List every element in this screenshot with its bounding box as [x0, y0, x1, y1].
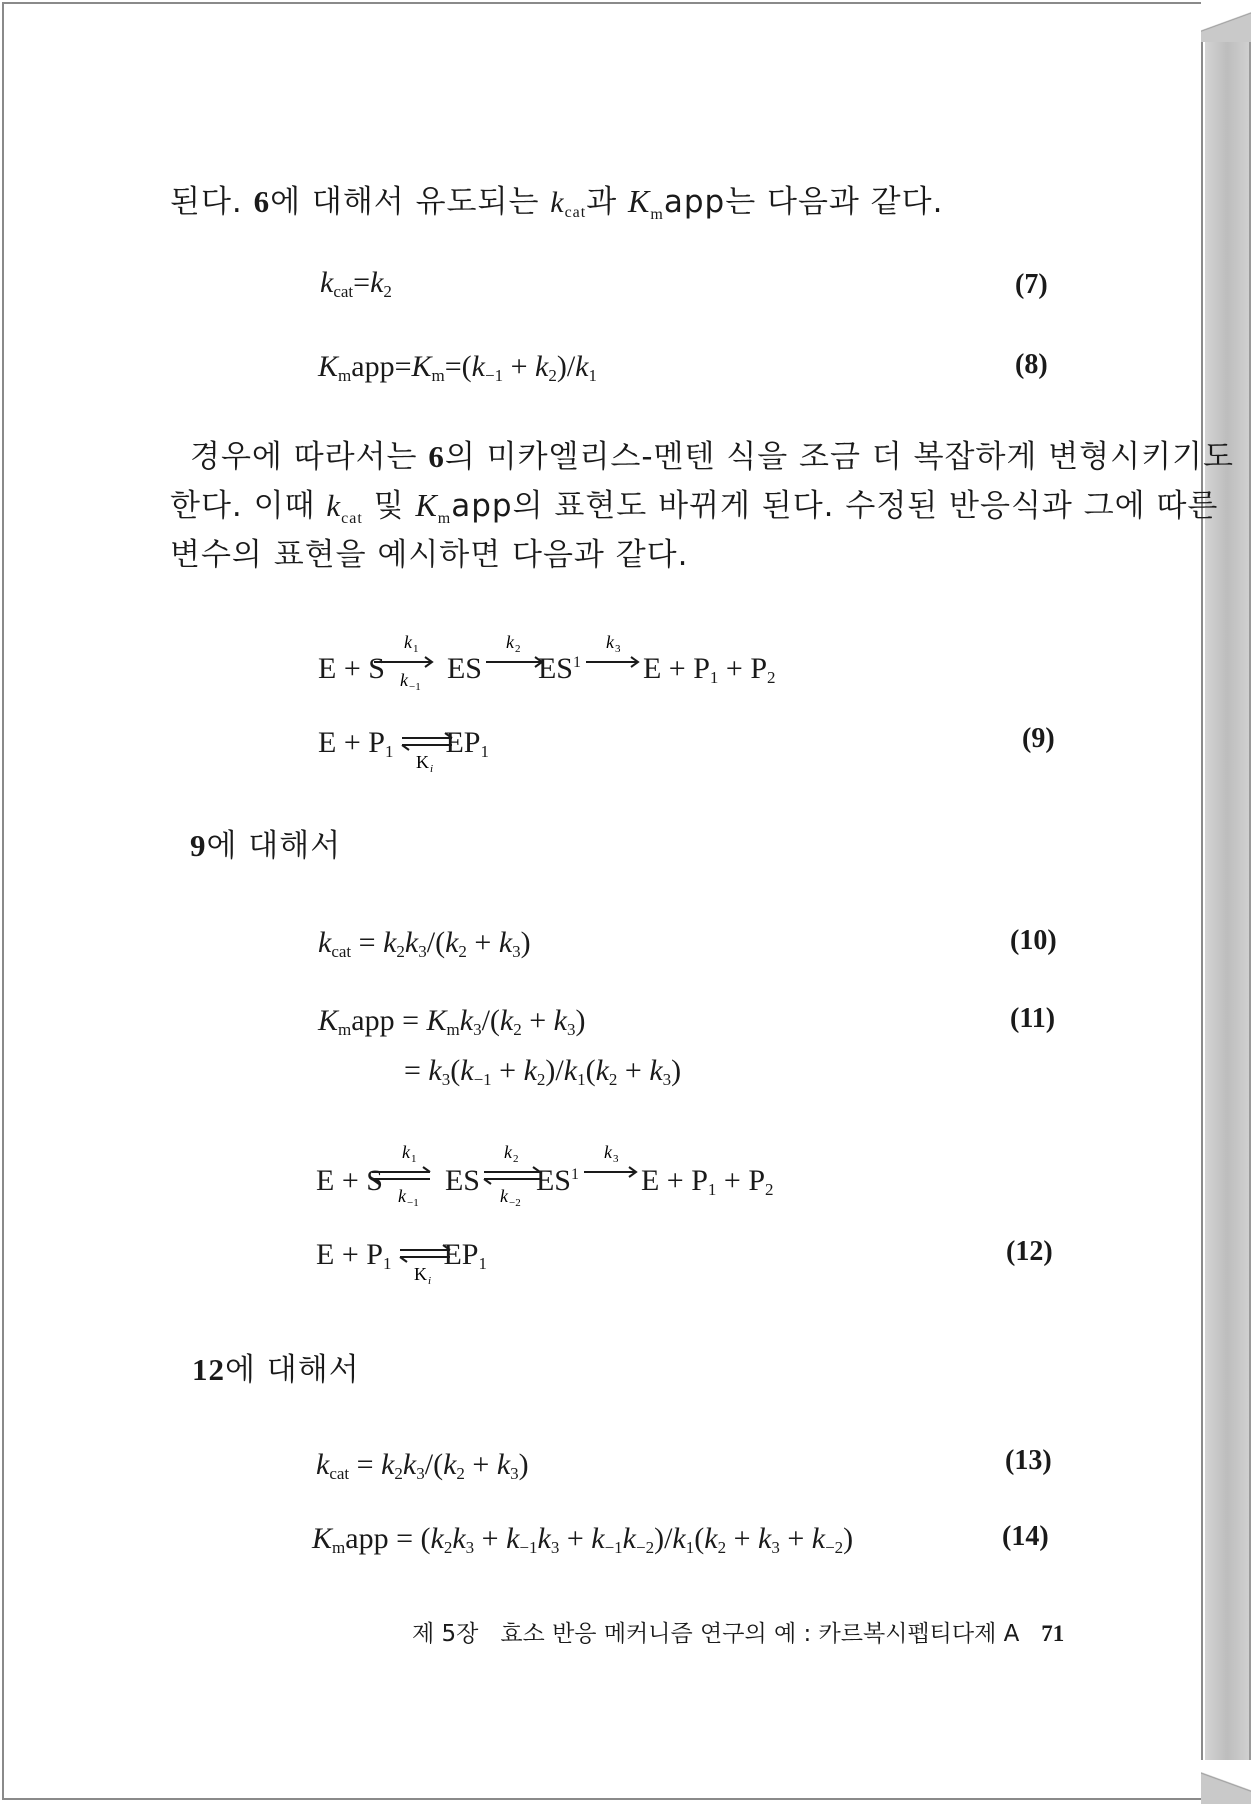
svg-text:−1: −1: [409, 681, 421, 690]
svg-text:1: 1: [413, 643, 419, 655]
page-edge-bottom: [1201, 1760, 1251, 1804]
svg-text:1: 1: [411, 1153, 417, 1165]
svg-text:k: k: [402, 1142, 410, 1162]
equation-number-12: (12): [1006, 1236, 1053, 1267]
equation-10: $k_{cat} = k_2k_3/(k_2 + k_3)$: [318, 926, 531, 961]
svg-text:−1: −1: [407, 1197, 419, 1206]
scheme-9-line-2: $E + P_1$ $EP_1$: [318, 726, 489, 761]
scheme-9-arrows: [370, 630, 790, 690]
svg-text:k: k: [400, 670, 408, 690]
svg-text:K: K: [414, 1264, 427, 1284]
svg-text:i: i: [428, 1275, 432, 1286]
paragraph-1: 된다. 6에 대해서 유도되는 $k_{cat}$과 $K_mapp$는 다음과 같다.: [170, 183, 944, 224]
svg-text:i: i: [430, 763, 434, 774]
scheme-12-line-1: E + S ES $ES^1$ $E + P_1 + P_2$: [316, 1164, 774, 1199]
svg-text:k: k: [500, 1186, 508, 1206]
equation-number-8: (8): [1015, 349, 1048, 380]
paragraph-2-line-1: 경우에 따라서는 6의 미카엘리스-멘텐 식을 조금 더 복잡하게 변형시키기도: [190, 439, 1234, 475]
svg-text:−2: −2: [509, 1197, 521, 1206]
equation-11-line-1: $K_mapp = K_mk_3/(k_2 + k_3)$: [318, 1004, 586, 1039]
svg-text:k: k: [506, 632, 514, 652]
scheme-9-line-1: E + S ES $ES^1$ $E + P_1 + P_2$: [318, 652, 776, 687]
svg-text:K: K: [416, 752, 429, 772]
equation-number-13: (13): [1005, 1445, 1052, 1476]
footer-chapter: 제 5장: [412, 1621, 479, 1647]
svg-text:k: k: [398, 1186, 406, 1206]
svg-text:k: k: [404, 632, 412, 652]
equation-11-line-2: = $k_3(k_{-1} + k_2)/k_1(k_2 + k_3)$: [404, 1054, 682, 1089]
scheme-12-line-2: $E + P_1$ $EP_1$: [316, 1238, 487, 1273]
scheme-12-equilibrium-arrow: [398, 1234, 458, 1286]
svg-text:k: k: [606, 632, 614, 652]
scheme-9-equilibrium-arrow: [400, 722, 460, 774]
footer-title: 효소 반응 메커니즘 연구의 예 : 카르복시펩티다제 A: [500, 1621, 1020, 1647]
svg-text:2: 2: [515, 643, 521, 655]
equation-number-7: (7): [1015, 269, 1048, 300]
page-edge-top: [1201, 2, 1251, 42]
svg-text:3: 3: [613, 1153, 619, 1165]
equation-8: $K_mapp=K_m=(k_{-1} + k_2)/k_1$: [318, 350, 597, 385]
svg-text:k: k: [604, 1142, 612, 1162]
page-number: 71: [1041, 1621, 1065, 1646]
label-12: 12에 대해서: [192, 1352, 360, 1388]
equation-14: $K_mapp = (k_2k_3 + k_{-1}k_3 + k_{-1}k_{-2})/k_1(k_2 + k_3 + k_{-2})$: [312, 1522, 854, 1557]
label-9: 9에 대해서: [190, 828, 342, 864]
equation-number-9: (9): [1022, 723, 1055, 754]
paragraph-2-line-2: 한다. 이때 $k_{cat}$ 및 $K_mapp$의 표현도 바뀌게 된다. 수정된 반응식과 그에 따른: [170, 487, 1219, 528]
svg-text:2: 2: [513, 1153, 519, 1165]
svg-text:3: 3: [615, 643, 621, 655]
equation-number-14: (14): [1002, 1521, 1049, 1552]
scheme-12-arrows: [368, 1140, 788, 1206]
paragraph-2-line-3: 변수의 표현을 예시하면 다음과 같다.: [170, 537, 689, 573]
running-footer: [412, 1622, 1064, 1646]
page-edge: [1205, 4, 1251, 1802]
equation-number-10: (10): [1010, 925, 1057, 956]
svg-text:k: k: [504, 1142, 512, 1162]
equation-7: $k_{cat}=k_2$: [320, 266, 392, 301]
equation-13: $k_{cat} = k_2k_3/(k_2 + k_3)$: [316, 1448, 529, 1483]
equation-number-11: (11): [1010, 1003, 1056, 1034]
